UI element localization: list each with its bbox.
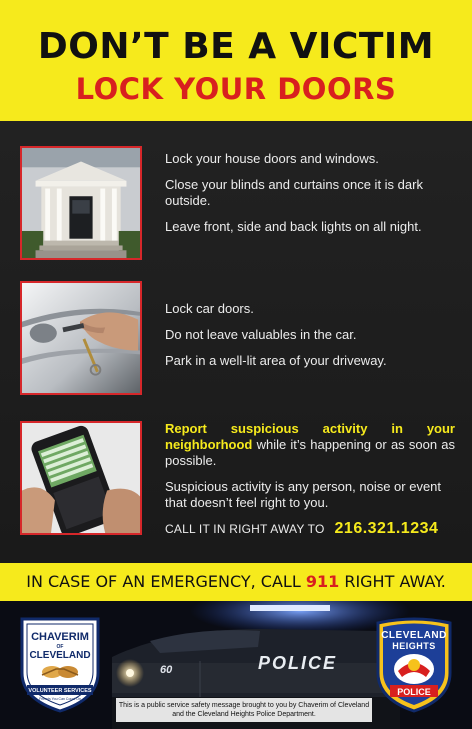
public-service-notice: This is a public service safety message brought to you by Chaverim of Cleveland and the Cleveland Heights Police Department. <box>116 698 372 722</box>
chaverim-city: CLEVELAND <box>29 650 91 661</box>
badge-city-bottom: HEIGHTS <box>392 641 436 651</box>
call-text: CALL IT IN RIGHT AWAY TO <box>165 522 325 536</box>
emergency-banner <box>0 563 472 601</box>
car-tip: Park in a well-lit area of your driveway. <box>165 353 387 368</box>
header-banner <box>0 0 472 121</box>
car-tip: Lock car doors. <box>165 301 254 316</box>
badge-city-top: CLEVELAND <box>381 630 447 641</box>
house-tip: Close your blinds and curtains once it is dark outside. <box>165 177 423 208</box>
page-subtitle: LOCK YOUR DOORS <box>75 72 397 106</box>
house-tips <box>165 151 455 245</box>
house-tip: Lock your house doors and windows. <box>165 151 379 166</box>
report-paragraph <box>165 421 455 469</box>
phone-number[interactable]: 216.321.1234 <box>334 520 439 537</box>
car-unit-number: 60 <box>160 664 173 676</box>
chaverim-of: OF <box>56 644 64 650</box>
car-tips <box>165 301 455 379</box>
chaverim-title: CHAVERIM <box>31 631 89 643</box>
report-highlight: Report suspicious activity in your neighborhood <box>165 421 455 452</box>
report-rest: while it’s happening or as soon as possible. <box>165 437 455 468</box>
footer <box>0 601 472 729</box>
page-title: DON’T BE A VICTIM <box>37 26 435 67</box>
house-tip: Leave front, side and back lights on all night. <box>165 219 422 234</box>
emergency-prefix: IN CASE OF AN EMERGENCY, CALL <box>26 572 306 591</box>
chaverim-logo <box>18 617 102 713</box>
emergency-number[interactable]: 911 <box>305 572 340 591</box>
call-row <box>165 521 455 537</box>
car-tip: Do not leave valuables in the car. <box>165 327 357 342</box>
report-tips <box>165 421 455 547</box>
main-content <box>0 121 472 563</box>
cleveland-heights-police-badge <box>372 617 456 713</box>
chaverim-band: VOLUNTEER SERVICES <box>28 688 92 694</box>
chaverim-tagline: Friends You Can Count On <box>39 697 81 701</box>
phone-photo <box>20 421 142 535</box>
suspicious-definition: Suspicious activity is any person, noise or event that doesn’t feel right to you. <box>165 479 442 510</box>
emergency-suffix: RIGHT AWAY. <box>339 572 446 591</box>
badge-police-label: POLICE <box>397 687 431 697</box>
car-police-text: POLICE <box>258 653 338 673</box>
car-key-photo <box>20 281 142 395</box>
house-photo <box>20 146 142 260</box>
